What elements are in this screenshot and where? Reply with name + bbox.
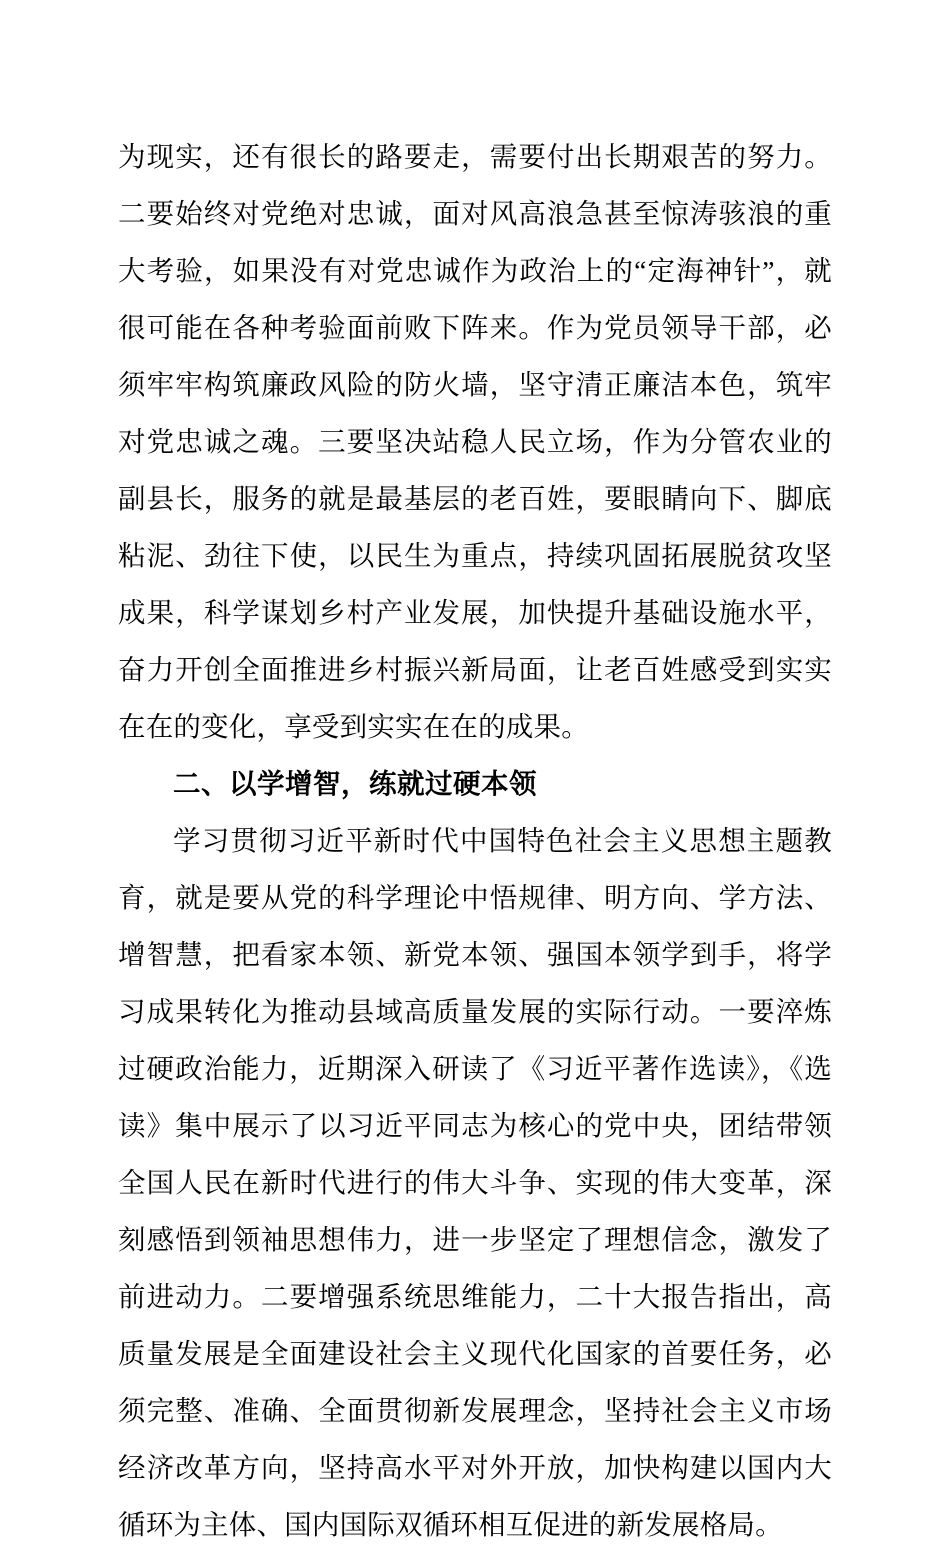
paragraph-section-two-body: 学习贯彻习近平新时代中国特色社会主义思想主题教育，就是要从党的科学理论中悟规律、明方向、学方法、增智慧，把看家本领、新党本领、强国本领学到手，将学习成果转化为推动县域高质量发展的实际行动。一要淬炼过硬政治能力，近期深入研读了《习近平著作选读》，《选读》集中展示了以习近平同志为核心的党中央，团结带领全国人民在新时代进行的伟大斗争、实现的伟大变革，深刻感悟到领袖思想伟力，进一步坚定了理想信念，激发了前进动力。二要增强系统思维能力，二十大报告指出，高质量发展是全面建设社会主义现代化国家的首要任务，必须完整、准确、全面贯彻新发展理念，坚持社会主义市场经济改革方向，坚持高水平对外开放，加快构建以国内大循环为主体、国内国际双循环相互促进的新发展格局。 xyxy=(118,825,832,1540)
paragraph-continued-first: 为现实，还有很长的路要走，需要付出长期艰苦的努力。二要始终对党绝对忠诚，面对风高浪急甚至惊涛骇浪的重大考验，如果没有对党忠诚作为政治上的“定海神针”，就很可能在各种考验面前败下阵来。作为党员领导干部，必须牢牢构筑廉政风险的防火墙，坚守清正廉洁本色，筑牢对党忠诚之魂。三要坚决站稳人民立场，作为分管农业的副县长，服务的就是最基层的老百姓，要眼睛向下、脚底粘泥、劲往下使，以民生为重点，持续巩固拓展脱贫攻坚成果，科学谋划乡村产业发展，加快提升基础设施水平，奋力开创全面推进乡村振兴新局面，让老百姓感受到实实在在的变化，享受到实实在在的成果。 xyxy=(118,141,832,742)
document-body xyxy=(118,128,832,1553)
section-heading-two: 二、以学增智，练就过硬本领 xyxy=(173,768,537,799)
